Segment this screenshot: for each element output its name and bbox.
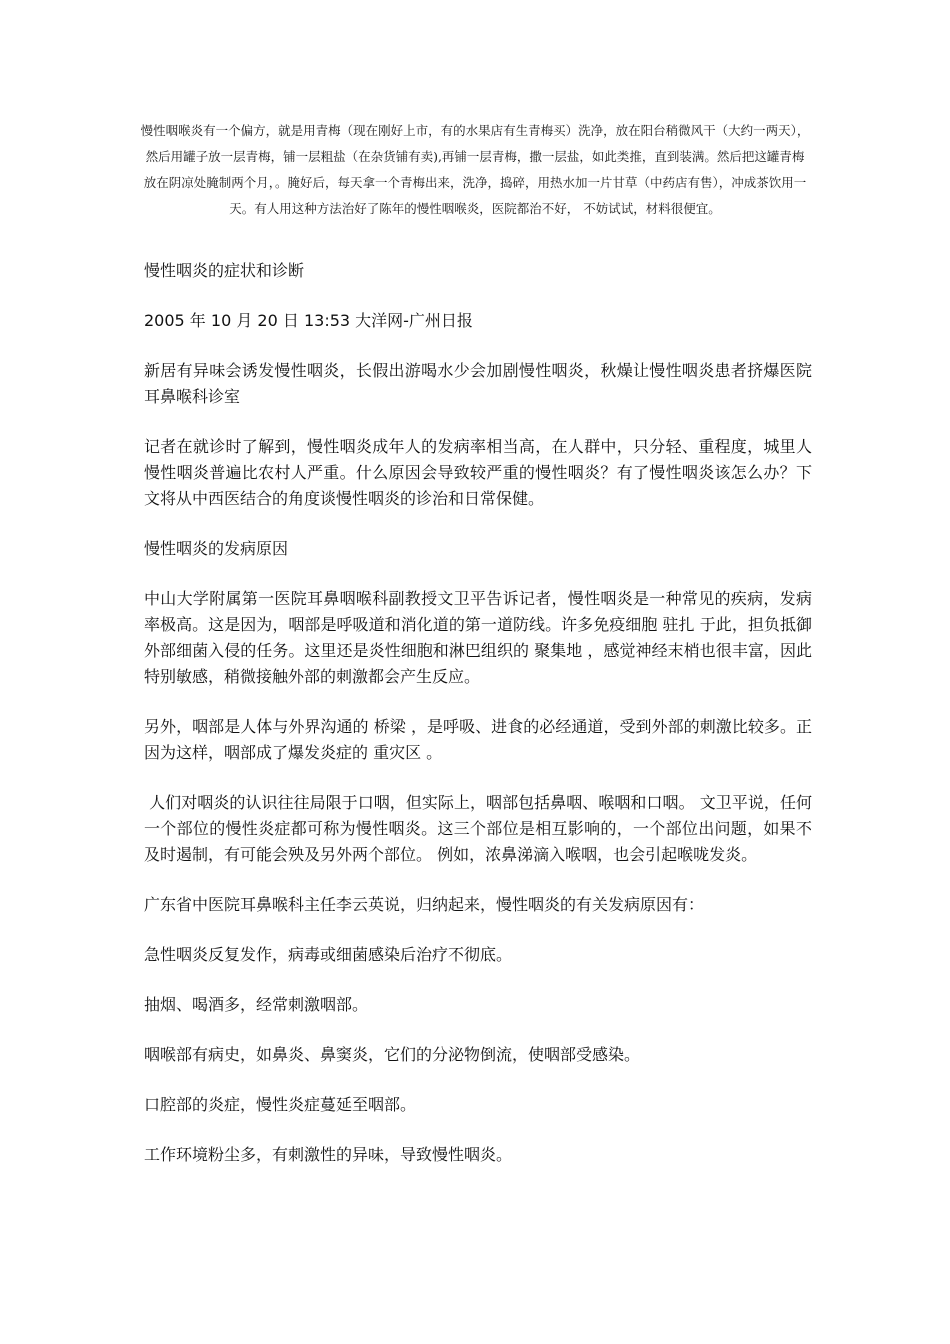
article-paragraph-4: 人们对咽炎的认识往往局限于口咽，但实际上，咽部包括鼻咽、喉咽和口咽。 文卫平说，任何一个部位的慢性炎症都可称为慢性咽炎。这三个部位是相互影响的，一个部位出问题，如果不及时遏制，有可能会殃及另外两个部位。 例如，浓鼻涕滴入喉咽，也会引起喉咙发炎。 xyxy=(144,793,812,864)
article-lead: 新居有异味会诱发慢性咽炎，长假出游喝水少会加剧慢性咽炎，秋燥让慢性咽炎患者挤爆医院耳鼻喉科诊室 xyxy=(144,361,812,406)
cause-item: 急性咽炎反复发作，病毒或细菌感染后治疗不彻底。 xyxy=(144,945,513,964)
article-paragraph-2: 中山大学附属第一医院耳鼻咽喉科副教授文卫平告诉记者，慢性咽炎是一种常见的疾病，发病率极高。这是因为，咽部是呼吸道和消化道的第一道防线。许多免疫细胞 驻扎 于此，担负抵御外部细菌入侵的任务。这里还是炎性细胞和淋巴组织的 聚集地 ，感觉神经末梢也很丰富，因此特别敏感，稍微接触外部的刺激都会产生反应。 xyxy=(144,589,812,686)
cause-item: 工作环境粉尘多，有刺激性的异味，导致慢性咽炎。 xyxy=(144,1145,513,1164)
article-title: 慢性咽炎的症状和诊断 xyxy=(144,261,305,280)
cause-item: 咽喉部有病史，如鼻炎、鼻窦炎，它们的分泌物倒流，使咽部受感染。 xyxy=(144,1045,641,1064)
cause-item: 口腔部的炎症，慢性炎症蔓延至咽部。 xyxy=(144,1095,417,1114)
article-paragraph-3: 另外，咽部是人体与外界沟通的 桥梁 ，是呼吸、进食的必经通道，受到外部的刺激比较多。正因为这样，咽部成了爆发炎症的 重灾区 。 xyxy=(144,717,812,762)
remedy-intro-paragraph: 慢性咽喉炎有一个偏方，就是用青梅（现在刚好上市，有的水果店有生青梅买）洗净，放在阳台稍微风干（大约一两天），然后用罐子放一层青梅，铺一层粗盐（在杂货铺有卖),再铺一层青梅，撒一层盐，如此类推，直到装满。然后把这罐青梅放在阴凉处腌制两个月，。腌好后，每天拿一个青梅出来，洗净，捣碎，用热水加一片甘草（中药店有售），冲成茶饮用一天。有人用这种方法治好了陈年的慢性咽喉炎，医院都治不好， 不妨试试，材料很便宜。 xyxy=(140,123,810,216)
article-paragraph-5: 广东省中医院耳鼻喉科主任李云英说，归纳起来，慢性咽炎的有关发病原因有： xyxy=(144,895,705,914)
article-body xyxy=(144,258,812,1192)
section-heading-causes: 慢性咽炎的发病原因 xyxy=(144,539,289,558)
cause-item: 抽烟、喝酒多，经常刺激咽部。 xyxy=(144,995,369,1014)
article-dateline: 2005 年 10 月 20 日 13:53 大洋网-广州日报 xyxy=(144,311,473,330)
article-paragraph-1: 记者在就诊时了解到，慢性咽炎成年人的发病率相当高，在人群中，只分轻、重程度，城里人慢性咽炎普遍比农村人严重。什么原因会导致较严重的慢性咽炎？有了慢性咽炎该怎么办？下文将从中西医结合的角度谈慢性咽炎的诊治和日常保健。 xyxy=(144,437,812,508)
